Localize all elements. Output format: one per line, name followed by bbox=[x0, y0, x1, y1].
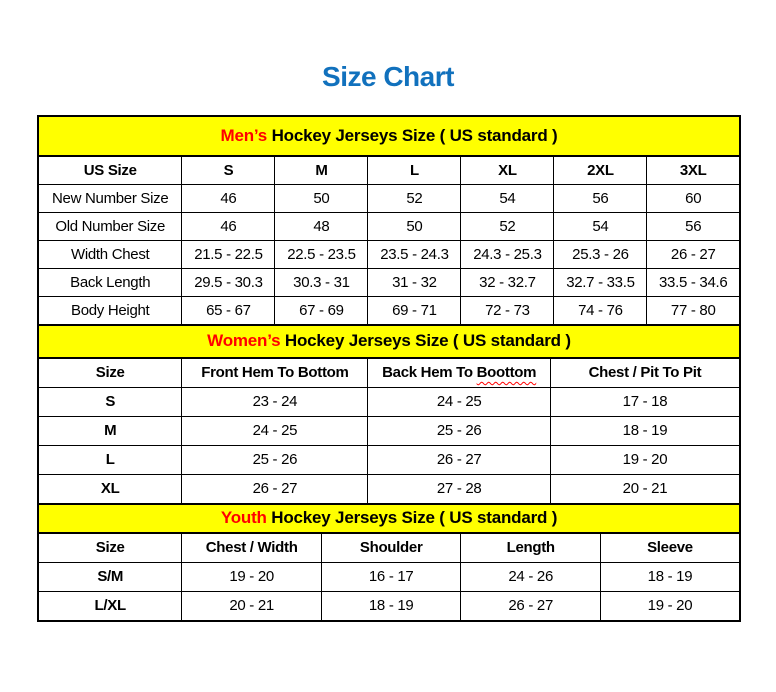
row-label: Body Height bbox=[38, 296, 182, 325]
cell-value: 24.3 - 25.3 bbox=[461, 240, 554, 268]
cell-value: 23.5 - 24.3 bbox=[368, 240, 461, 268]
cell-value: 50 bbox=[368, 212, 461, 240]
table-row bbox=[38, 591, 740, 621]
cell-value: 17 - 18 bbox=[550, 387, 740, 416]
cell-value: 27 - 28 bbox=[368, 474, 551, 504]
table-row bbox=[38, 445, 740, 474]
cell-value: 18 - 19 bbox=[550, 416, 740, 445]
column-header: Size bbox=[38, 358, 182, 388]
youth-section-header-text: Hockey Jerseys Size ( US standard ) bbox=[266, 508, 558, 528]
column-header: M bbox=[275, 156, 368, 185]
cell-value: 25 - 26 bbox=[182, 445, 368, 474]
column-header bbox=[368, 358, 551, 388]
table-row bbox=[38, 240, 740, 268]
cell-value: 54 bbox=[461, 184, 554, 212]
womens-column-header-row bbox=[38, 358, 740, 388]
table-row bbox=[38, 296, 740, 325]
table-row bbox=[38, 268, 740, 296]
column-header: XL bbox=[461, 156, 554, 185]
row-label: S bbox=[38, 387, 182, 416]
cell-value: 21.5 - 22.5 bbox=[182, 240, 275, 268]
mens-size-table bbox=[37, 115, 741, 326]
cell-value: 65 - 67 bbox=[182, 296, 275, 325]
cell-value: 18 - 19 bbox=[321, 591, 461, 621]
cell-value: 20 - 21 bbox=[550, 474, 740, 504]
column-header: Sleeve bbox=[600, 533, 740, 563]
cell-value: 69 - 71 bbox=[368, 296, 461, 325]
table-row bbox=[38, 416, 740, 445]
row-label: Back Length bbox=[38, 268, 182, 296]
cell-value: 29.5 - 30.3 bbox=[182, 268, 275, 296]
cell-value: 30.3 - 31 bbox=[275, 268, 368, 296]
cell-value: 16 - 17 bbox=[321, 562, 461, 591]
mens-column-header-row bbox=[38, 156, 740, 185]
youth-section-header bbox=[38, 504, 740, 533]
column-header-text: Back Hem To bbox=[382, 364, 477, 382]
cell-value: 67 - 69 bbox=[275, 296, 368, 325]
womens-section-header-accent: Women’s bbox=[207, 331, 281, 351]
youth-section-header-row bbox=[38, 504, 740, 533]
cell-value: 52 bbox=[461, 212, 554, 240]
row-label: L bbox=[38, 445, 182, 474]
size-chart-page bbox=[0, 60, 776, 622]
misspelled-word: Boottom bbox=[476, 364, 537, 382]
womens-size-table bbox=[37, 324, 741, 505]
cell-value: 72 - 73 bbox=[461, 296, 554, 325]
column-header: Chest / Pit To Pit bbox=[550, 358, 740, 388]
column-header: US Size bbox=[38, 156, 182, 185]
row-label: Width Chest bbox=[38, 240, 182, 268]
womens-section-header-text: Hockey Jerseys Size ( US standard ) bbox=[280, 331, 571, 351]
cell-value: 46 bbox=[182, 184, 275, 212]
cell-value: 31 - 32 bbox=[368, 268, 461, 296]
table-row bbox=[38, 212, 740, 240]
cell-value: 20 - 21 bbox=[182, 591, 322, 621]
cell-value: 19 - 20 bbox=[600, 591, 740, 621]
mens-section-header-accent: Men’s bbox=[220, 125, 268, 145]
youth-section-header-accent: Youth bbox=[220, 508, 267, 528]
column-header: Front Hem To Bottom bbox=[182, 358, 368, 388]
row-label: M bbox=[38, 416, 182, 445]
youth-size-table bbox=[37, 503, 741, 622]
page-title: Size Chart bbox=[322, 61, 454, 92]
cell-value: 19 - 20 bbox=[550, 445, 740, 474]
column-header: S bbox=[182, 156, 275, 185]
cell-value: 25.3 - 26 bbox=[554, 240, 647, 268]
cell-value: 52 bbox=[368, 184, 461, 212]
cell-value: 25 - 26 bbox=[368, 416, 551, 445]
cell-value: 74 - 76 bbox=[554, 296, 647, 325]
womens-section-header-row bbox=[38, 325, 740, 358]
womens-section-header bbox=[38, 325, 740, 358]
cell-value: 23 - 24 bbox=[182, 387, 368, 416]
mens-section-header-row bbox=[38, 116, 740, 156]
cell-value: 24 - 25 bbox=[182, 416, 368, 445]
column-header: L bbox=[368, 156, 461, 185]
cell-value: 60 bbox=[647, 184, 740, 212]
cell-value: 22.5 - 23.5 bbox=[275, 240, 368, 268]
table-row bbox=[38, 184, 740, 212]
column-header: Chest / Width bbox=[182, 533, 322, 563]
cell-value: 26 - 27 bbox=[461, 591, 601, 621]
row-label: New Number Size bbox=[38, 184, 182, 212]
table-row bbox=[38, 474, 740, 504]
cell-value: 33.5 - 34.6 bbox=[647, 268, 740, 296]
row-label: S/M bbox=[38, 562, 182, 591]
cell-value: 50 bbox=[275, 184, 368, 212]
size-tables-container bbox=[37, 115, 741, 622]
column-header: 2XL bbox=[554, 156, 647, 185]
table-row bbox=[38, 562, 740, 591]
mens-section-header bbox=[38, 116, 740, 156]
cell-value: 54 bbox=[554, 212, 647, 240]
column-header: 3XL bbox=[647, 156, 740, 185]
cell-value: 56 bbox=[647, 212, 740, 240]
row-label: Old Number Size bbox=[38, 212, 182, 240]
cell-value: 77 - 80 bbox=[647, 296, 740, 325]
cell-value: 24 - 25 bbox=[368, 387, 551, 416]
row-label: L/XL bbox=[38, 591, 182, 621]
row-label: XL bbox=[38, 474, 182, 504]
youth-column-header-row bbox=[38, 533, 740, 563]
column-header: Length bbox=[461, 533, 601, 563]
cell-value: 19 - 20 bbox=[182, 562, 322, 591]
cell-value: 26 - 27 bbox=[368, 445, 551, 474]
cell-value: 26 - 27 bbox=[182, 474, 368, 504]
cell-value: 46 bbox=[182, 212, 275, 240]
column-header: Shoulder bbox=[321, 533, 461, 563]
cell-value: 48 bbox=[275, 212, 368, 240]
mens-section-header-text: Hockey Jerseys Size ( US standard ) bbox=[267, 125, 558, 145]
cell-value: 32.7 - 33.5 bbox=[554, 268, 647, 296]
column-header: Size bbox=[38, 533, 182, 563]
cell-value: 24 - 26 bbox=[461, 562, 601, 591]
cell-value: 56 bbox=[554, 184, 647, 212]
cell-value: 18 - 19 bbox=[600, 562, 740, 591]
cell-value: 26 - 27 bbox=[647, 240, 740, 268]
cell-value: 32 - 32.7 bbox=[461, 268, 554, 296]
table-row bbox=[38, 387, 740, 416]
